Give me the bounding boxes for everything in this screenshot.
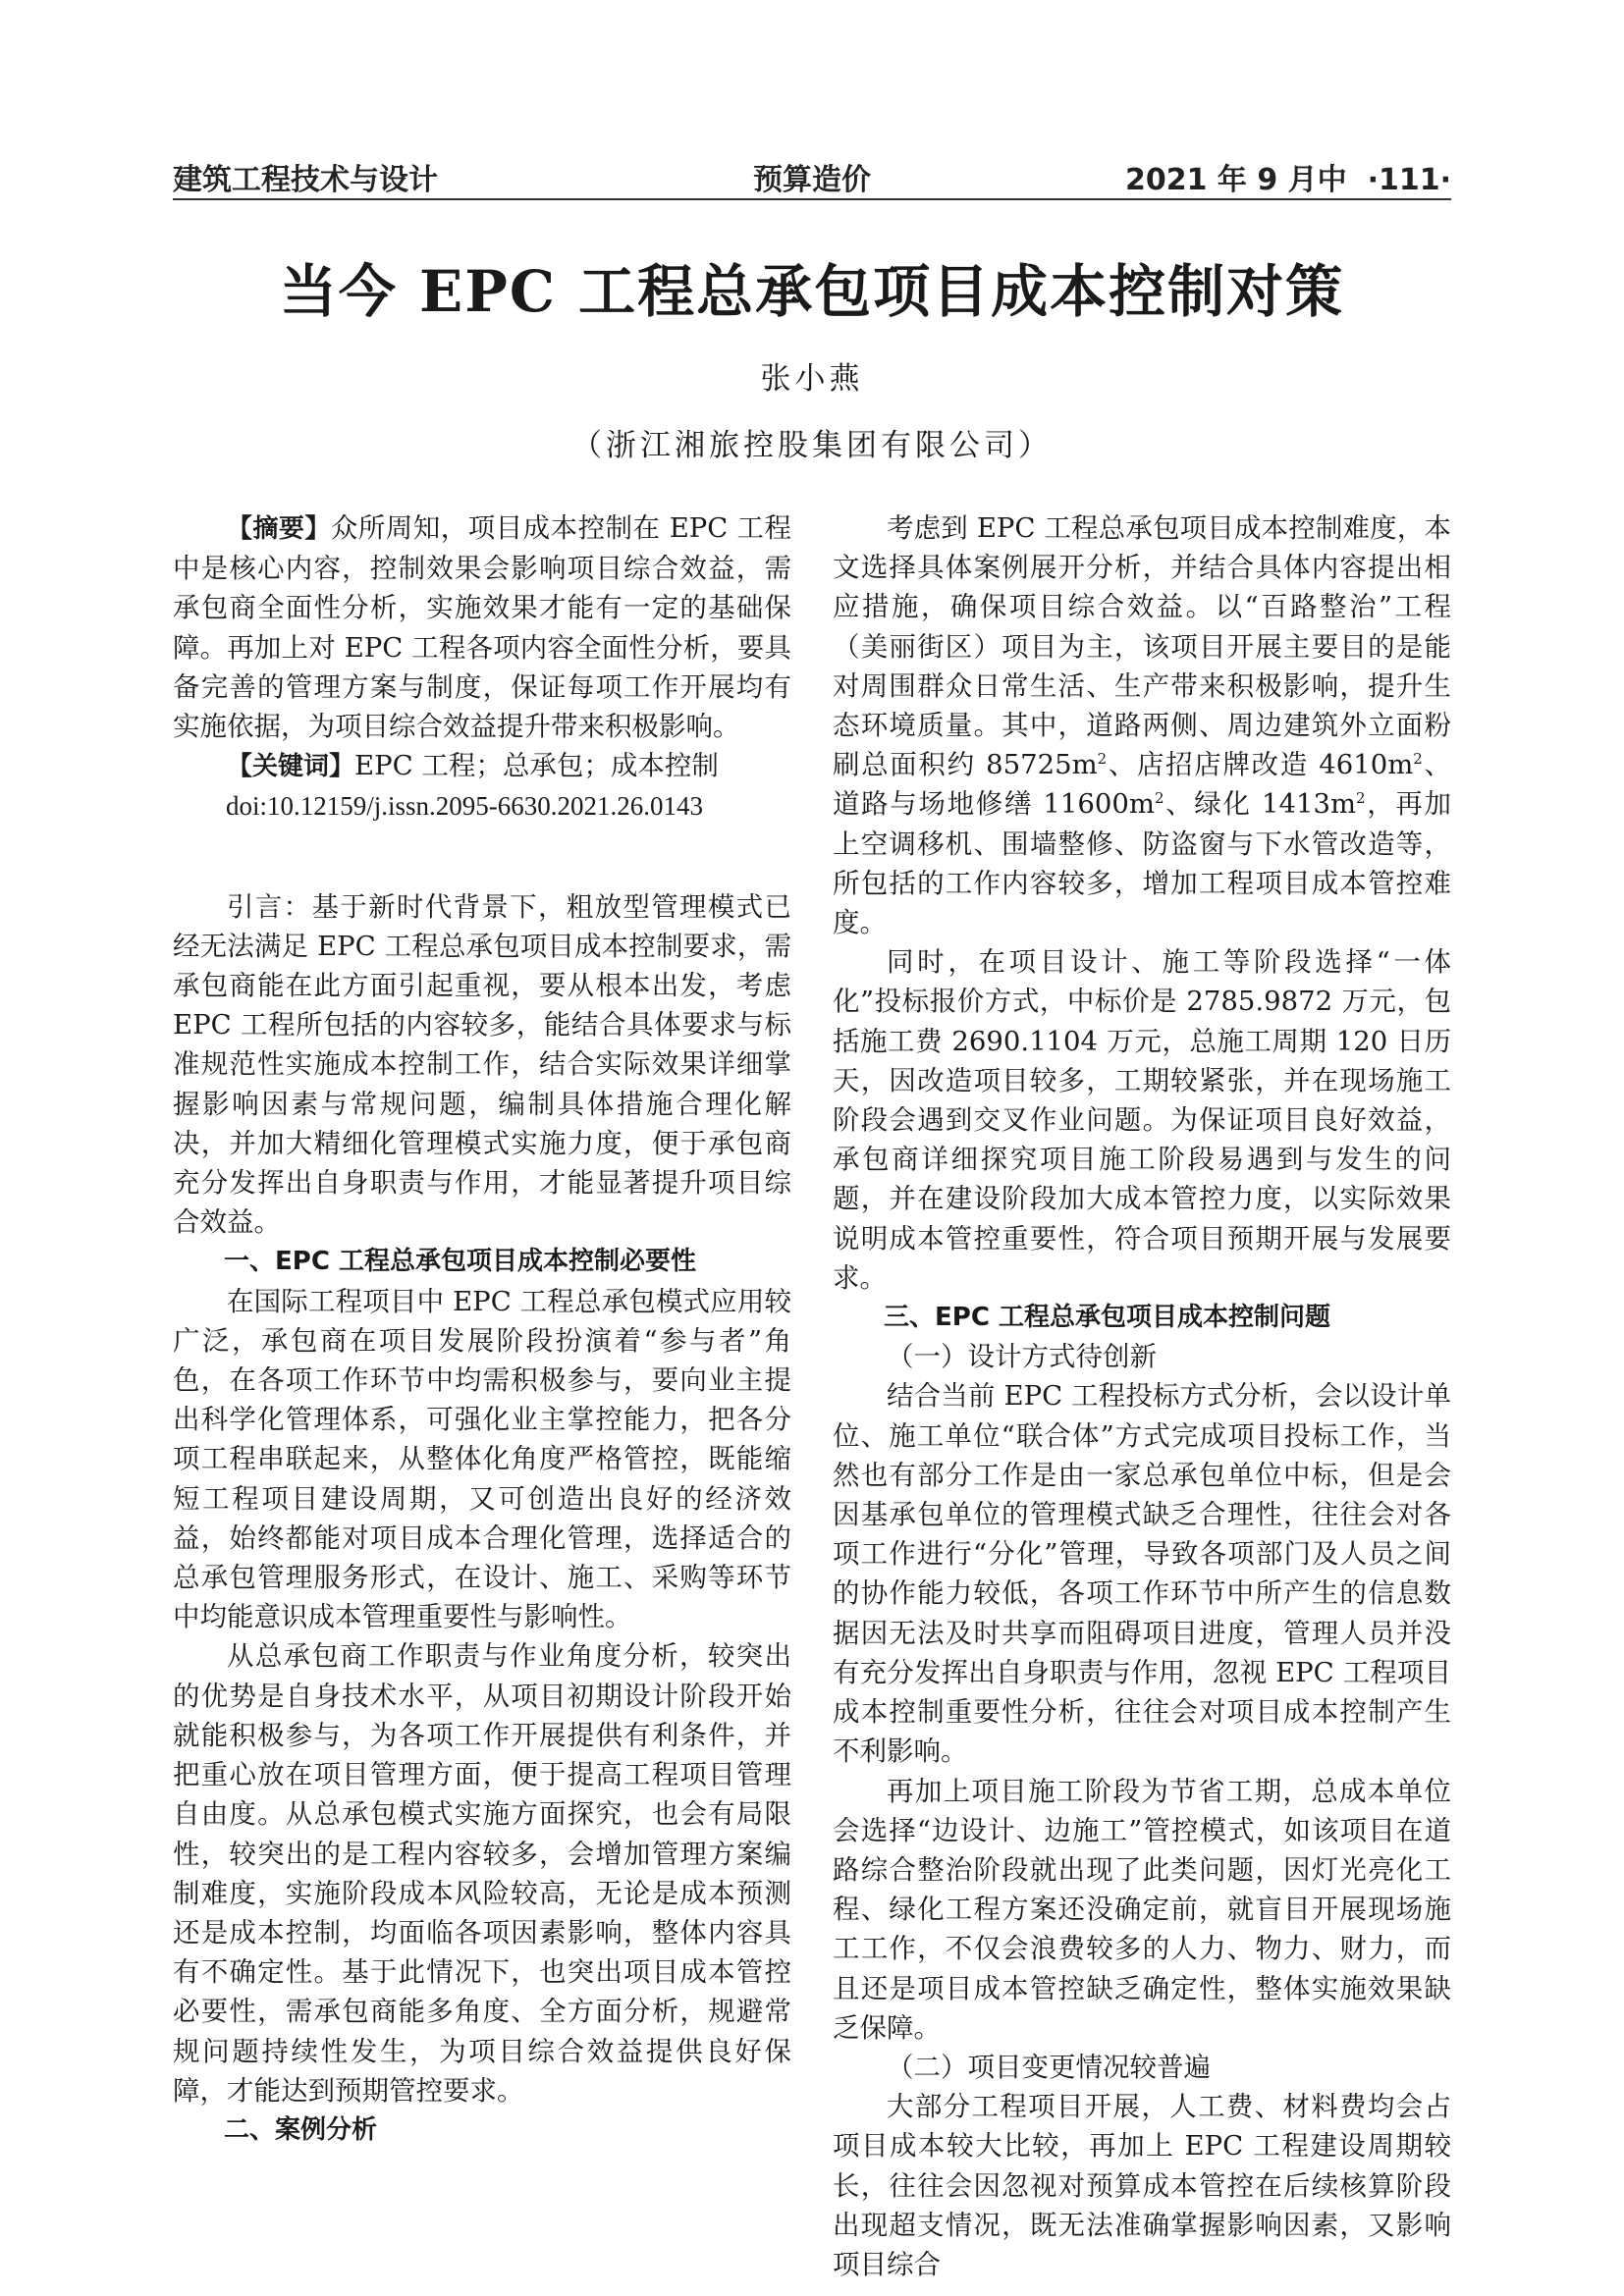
- author-affiliation: （浙江湘旅控股集团有限公司）: [571, 428, 1053, 463]
- subsection-heading-2: （二）项目变更情况较普遍: [887, 2051, 1211, 2083]
- page-number: ·111·: [1367, 163, 1451, 197]
- abstract-label: 【摘要】: [227, 514, 331, 544]
- issue-and-page: [1125, 155, 1451, 198]
- section-name: 预算造价: [753, 163, 871, 197]
- section3-paragraph-3: 大部分工程项目开展，人工费、材料费均会占项目成本较大比较，再加上 EPC 工程建设周期较长，往往会因忽视对预算成本管控在后续核算阶段出现超支情况，既无法准确掌握影响因素，又影响项目综合: [833, 2091, 1451, 2280]
- section3-paragraph-2: 再加上项目施工阶段为节省工期，总成本单位会选择“边设计、边施工”管控模式，如该项目在道路综合整治阶段就出现了此类问题，因灯光亮化工程、绿化工程方案还没确定前，就盲目开展现场施工工作，不仅会浪费较多的人力、物力、财力，而且还是项目成本管控缺乏确定性，整体实施效果缺乏保障。: [833, 1775, 1451, 2044]
- case-paragraph-2: 同时，在项目设计、施工等阶段选择“一体化”投标报价方式，中标价是 2785.9872 万元，包括施工费 2690.1104 万元，总施工周期 120 日历天，因改造项目较多，工期较紧张，并在现场施工阶段会遇到交叉作业问题。为保证项目良好效益，承包商详细探究项目施工阶段易遇到与发生的问题，并在建设阶段加大成本管控力度，以实际效果说明成本管控重要性，符合项目预期开展与发展要求。: [833, 946, 1451, 1294]
- author-name: 张小燕: [760, 361, 864, 397]
- superscript: 2: [1356, 789, 1366, 808]
- case-text-a: 考虑到 EPC 工程总承包项目成本控制难度，本文选择具体案例展开分析，并结合具体内容提出相应措施，确保项目综合效益。以“百路整治”工程（美丽街区）项目为主，该项目开展主要目的是能对周围群众日常生活、生产带来积极影响，提升生态环境质量。其中，道路两侧、周边建筑外立面粉刷总面积约 85725m: [833, 512, 1451, 781]
- keywords-text: EPC 工程；总承包；成本控制: [354, 750, 719, 782]
- header-rule: [173, 198, 1451, 200]
- case-text-d: 、绿化 1413m: [1164, 788, 1357, 821]
- journal-name: 建筑工程技术与设计: [173, 163, 438, 197]
- abstract: [173, 508, 791, 746]
- right-column: [833, 508, 1451, 2284]
- keywords-label: 【关键词】: [227, 752, 355, 782]
- intro-paragraph: 引言：基于新时代背景下，粗放型管理模式已经无法满足 EPC 工程总承包项目成本控制要求，需承包商能在此方面引起重视，要从根本出发，考虑 EPC 工程所包括的内容较多，能结合具体要求与标准规范性实施成本控制工作，结合实际效果详细掌握影响因素与常规问题，编制具体措施合理化解决，并加大精细化管理模式实施力度，便于承包商充分发挥出自身职责与作用，才能显著提升项目综合效益。: [173, 890, 791, 1239]
- case-text-b: 、店招店牌改造 4610m: [1107, 749, 1414, 781]
- section1-paragraph-1: 在国际工程项目中 EPC 工程总承包模式应用较广泛，承包商在项目发展阶段扮演着“参与者”角色，在各项工作环节中均需积极参与，要向业主提出科学化管理体系，可强化业主掌控能力，把各分项工程串联起来，从整体化角度严格管控，既能缩短工程项目建设周期，又可创造出良好的经济效益，始终都能对项目成本合理化管理，选择适合的总承包管理服务形式，在设计、施工、采购等环节中均能意识成本管理重要性与影响性。: [173, 1285, 791, 1633]
- running-header: [173, 147, 1451, 202]
- doi: doi:10.12159/j.issn.2095-6630.2021.26.0143: [226, 791, 704, 822]
- superscript: 2: [1154, 789, 1164, 808]
- superscript: 2: [1413, 750, 1423, 769]
- section3-paragraph-1: 结合当前 EPC 工程投标方式分析，会以设计单位、施工单位“联合体”方式完成项目投标工作，当然也有部分工作是由一家总承包单位中标，但是会因基承包单位的管理模式缺乏合理性，往往会对各项工作进行“分化”管理，导致各项部门及人员之间的协作能力较低，各项工作环节中所产生的信息数据因无法及时共享而阻碍项目进度，管理人员并没有充分发挥出自身职责与作用，忽视 EPC 工程项目成本控制重要性分析，往往会对项目成本控制产生不利影响。: [833, 1380, 1451, 1768]
- case-text-e: ，再加上空调移机、围墙整修、防盗窗与下水管改造等，所包括的工作内容较多，增加工程项目成本管控难度。: [833, 788, 1452, 939]
- section-heading-2: 二、案例分析: [224, 2114, 378, 2145]
- article-title: 当今 EPC 工程总承包项目成本控制对策: [279, 258, 1345, 325]
- section-heading-1: 一、EPC 工程总承包项目成本控制必要性: [224, 1247, 696, 1277]
- abstract-block: [173, 508, 791, 827]
- keywords: [173, 746, 791, 786]
- section1-paragraph-2: 从总承包商工作职责与作业角度分析，较突出的优势是自身技术水平，从项目初期设计阶段开始就能积极参与，为各项工作开展提供有利条件，并把重心放在项目管理方面，便于提高工程项目管理自由度。从总承包模式实施方面探究，也会有局限性，较突出的是工程内容较多，会增加管理方案编制难度，实施阶段成本风险较高，无论是成本预测还是成本控制，均面临各项因素影响，整体内容具有不确定性。基于此情况下，也突出项目成本管控必要性，需承包商能多角度、全方面分析，规避常规问题持续性发生，为项目综合效益提供良好保障，才能达到预期管控要求。: [173, 1640, 791, 2107]
- case-paragraph-1: [833, 508, 1451, 942]
- subsection-heading-1: （一）设计方式待创新: [887, 1341, 1157, 1373]
- section-heading-3: 三、EPC 工程总承包项目成本控制问题: [884, 1303, 1330, 1333]
- left-column: [173, 508, 791, 2150]
- issue-date: 2021 年 9 月中: [1124, 163, 1347, 197]
- superscript: 2: [1097, 750, 1108, 769]
- case-text-c: 、道路与场地修缮 11600m: [833, 749, 1451, 821]
- abstract-text: 众所周知，项目成本控制在 EPC 工程中是核心内容，控制效果会影响项目综合效益，需承包商全面性分析，实施效果才能有一定的基础保障。再加上对 EPC 工程各项内容全面性分析，要具备完善的管理方案与制度，保证每项工作开展均有实施依据，为项目综合效益提升带来积极影响。: [173, 512, 791, 743]
